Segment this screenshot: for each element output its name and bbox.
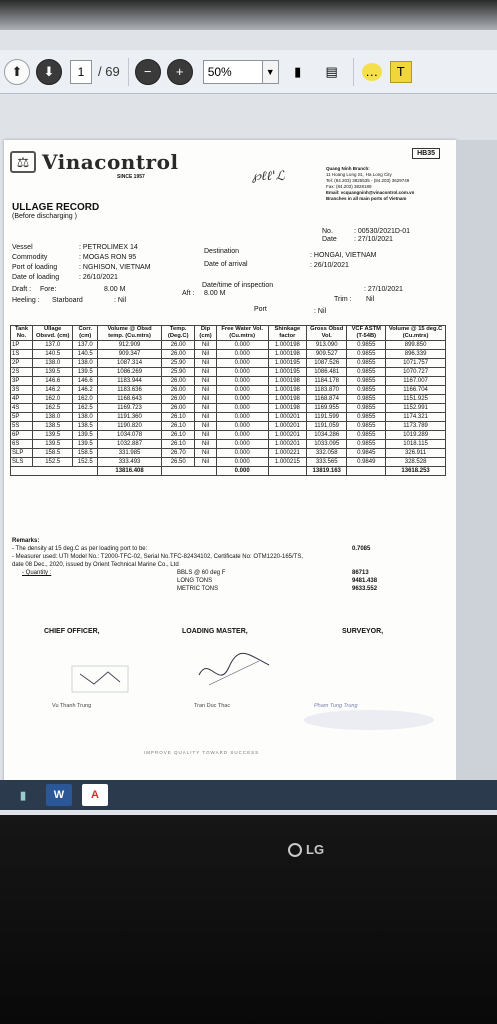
table-cell: 0.9855 xyxy=(347,368,386,377)
vessel-value: : PETROLIMEX 14 xyxy=(79,244,138,251)
table-cell: 140.5 xyxy=(33,350,73,359)
table-cell: 138.0 xyxy=(73,413,98,422)
aft-value: 8.00 M xyxy=(204,290,226,297)
column-header: Free Water Vol. (Cu.mtrs) xyxy=(216,326,268,341)
table-cell: 1168.874 xyxy=(307,395,347,404)
table-cell: 26.00 xyxy=(162,350,195,359)
table-cell: 1183.870 xyxy=(307,386,347,395)
table-cell: 4S xyxy=(11,404,33,413)
heeling-label: Heeling : xyxy=(12,297,40,304)
table-cell: Nil xyxy=(195,449,216,458)
table-cell: 26.10 xyxy=(162,413,195,422)
table-cell: 146.6 xyxy=(33,377,73,386)
table-cell: 1191.360 xyxy=(98,413,162,422)
long-tons-label: LONG TONS xyxy=(177,578,213,584)
table-cell: 1.000215 xyxy=(268,458,306,467)
document-background xyxy=(456,140,497,785)
table-row xyxy=(11,422,446,431)
zoom-out-button[interactable]: − xyxy=(135,59,161,85)
table-cell: Nil xyxy=(195,377,216,386)
arrival-label: Date of arrival xyxy=(204,261,248,268)
table-cell: 162.5 xyxy=(73,404,98,413)
fore-value: 8.00 M xyxy=(104,286,126,293)
page-total: / 69 xyxy=(98,64,120,79)
table-cell: 1.000221 xyxy=(268,449,306,458)
table-cell: 1.000201 xyxy=(268,431,306,440)
branch-line: Branches in all main ports of Vietnam xyxy=(326,196,407,201)
table-cell: 913.090 xyxy=(307,341,347,350)
commodity-value: : MOGAS RON 95 xyxy=(79,254,137,261)
table-cell: 331.985 xyxy=(98,449,162,458)
table-cell: 0.9855 xyxy=(347,440,386,449)
document-subtitle: (Before discharging ) xyxy=(12,213,77,220)
column-header: Volume @ Obsd temp. (Cu.mtrs) xyxy=(98,326,162,341)
table-cell: 0.000 xyxy=(216,458,268,467)
table-cell: 26.10 xyxy=(162,422,195,431)
commodity-label: Commodity xyxy=(12,254,48,261)
table-cell: 909.347 xyxy=(98,350,162,359)
table-cell: 0.000 xyxy=(216,395,268,404)
table-cell: 6S xyxy=(11,440,33,449)
table-cell: 1152.991 xyxy=(386,404,446,413)
chief-officer-name: Vu Thanh Trung xyxy=(52,703,92,709)
table-cell: 0.9855 xyxy=(347,404,386,413)
table-row xyxy=(11,449,446,458)
table-cell: 333.565 xyxy=(307,458,347,467)
total-spacer xyxy=(162,467,217,476)
toolbar-divider xyxy=(128,58,129,86)
port-loading-label: Port of loading xyxy=(12,264,58,271)
table-cell: 0.000 xyxy=(216,377,268,386)
total-gross: 13819.163 xyxy=(307,467,347,476)
table-cell: 0.000 xyxy=(216,350,268,359)
column-header: Shinkage factor xyxy=(268,326,306,341)
loading-master-name: Tran Duc Thac xyxy=(194,703,231,709)
table-cell: 0.000 xyxy=(216,341,268,350)
table-row xyxy=(11,413,446,422)
ullage-table xyxy=(10,325,446,476)
table-cell: 0.000 xyxy=(216,359,268,368)
column-header: Tank No. xyxy=(11,326,33,341)
remarks-line: date 08 Dec., 2020, issued by Orient Technical Marine Co., Ltd xyxy=(12,562,179,568)
table-cell: Nil xyxy=(195,413,216,422)
table-row xyxy=(11,404,446,413)
table-cell: 0.9855 xyxy=(347,359,386,368)
date-loading-value: : 26/10/2021 xyxy=(79,274,118,281)
table-total-row xyxy=(11,467,446,476)
table-cell: 139.5 xyxy=(33,440,73,449)
table-cell: 1191.599 xyxy=(307,413,347,422)
table-cell: 4P xyxy=(11,395,33,404)
port-loading-value: : NGHISON, VIETNAM xyxy=(79,264,151,271)
table-cell: 332.058 xyxy=(307,449,347,458)
table-cell: Nil xyxy=(195,422,216,431)
monitor-bottom-bezel xyxy=(0,815,497,1024)
toolbar-divider xyxy=(353,58,354,86)
table-cell: 138.0 xyxy=(33,413,73,422)
table-cell: 158.5 xyxy=(33,449,73,458)
table-row xyxy=(11,386,446,395)
table-cell: 1174.321 xyxy=(386,413,446,422)
table-cell: 140.5 xyxy=(73,350,98,359)
table-cell: Nil xyxy=(195,386,216,395)
table-cell: 152.5 xyxy=(33,458,73,467)
date-loading-label: Date of loading xyxy=(12,274,60,281)
table-cell: Nil xyxy=(195,368,216,377)
document-title: ULLAGE RECORD xyxy=(12,202,100,213)
metric-tons-label: METRIC TONS xyxy=(177,586,219,592)
table-cell: 1.000201 xyxy=(268,422,306,431)
table-cell: Nil xyxy=(195,431,216,440)
table-cell: 3S xyxy=(11,386,33,395)
table-cell: 0.9855 xyxy=(347,431,386,440)
table-cell: 139.5 xyxy=(33,368,73,377)
date-label: Date xyxy=(322,236,337,243)
table-cell: 3P xyxy=(11,377,33,386)
table-cell: 1191.059 xyxy=(307,422,347,431)
total-spacer xyxy=(11,467,98,476)
table-cell: 1033.095 xyxy=(307,440,347,449)
table-cell: SLS xyxy=(11,458,33,467)
table-cell: 1S xyxy=(11,350,33,359)
company-slogan: IMPROVE QUALITY TOWARD SUCCESS xyxy=(144,750,260,755)
table-cell: 0.000 xyxy=(216,449,268,458)
total-std: 13618.253 xyxy=(386,467,446,476)
branch-address xyxy=(326,166,446,202)
taskbar xyxy=(0,780,497,810)
remarks-block xyxy=(12,537,432,593)
table-cell: 26.00 xyxy=(162,395,195,404)
table-cell: 912.909 xyxy=(98,341,162,350)
table-cell: 1168.643 xyxy=(98,395,162,404)
table-cell: 1173.789 xyxy=(386,422,446,431)
table-cell: 333.493 xyxy=(98,458,162,467)
table-row xyxy=(11,368,446,377)
column-header: Gross Obsd Vol. xyxy=(307,326,347,341)
pdf-toolbar xyxy=(0,50,497,94)
table-cell: 0.000 xyxy=(216,386,268,395)
table-cell: 1019.289 xyxy=(386,431,446,440)
branch-line: 11 Hoang Long St., Ha Long City xyxy=(326,172,392,177)
table-cell: 25.90 xyxy=(162,368,195,377)
bbls-label: BBLS @ 60 deg F xyxy=(177,570,226,576)
fit-width-icon[interactable]: ▤ xyxy=(325,63,338,79)
chief-officer-stamp xyxy=(64,660,144,700)
arrival-value: : 26/10/2021 xyxy=(310,262,349,269)
table-cell: 0.9855 xyxy=(347,395,386,404)
date-value: : 27/10/2021 xyxy=(354,236,393,243)
fore-label: Fore: xyxy=(40,286,57,293)
table-cell: 162.5 xyxy=(33,404,73,413)
table-cell: 1034.286 xyxy=(307,431,347,440)
table-cell: 0.9855 xyxy=(347,386,386,395)
chief-officer-label: CHIEF OFFICER, xyxy=(44,628,100,635)
table-row xyxy=(11,359,446,368)
trim-value: Nil xyxy=(366,296,375,303)
column-header: Dip (cm) xyxy=(195,326,216,341)
table-cell: Nil xyxy=(195,350,216,359)
table-cell: 26.00 xyxy=(162,386,195,395)
table-cell: 146.2 xyxy=(33,386,73,395)
table-cell: 5P xyxy=(11,413,33,422)
table-cell: 138.0 xyxy=(33,359,73,368)
table-cell: 146.2 xyxy=(73,386,98,395)
table-cell: 1183.944 xyxy=(98,377,162,386)
table-cell: 1.000195 xyxy=(268,359,306,368)
zoom-dropdown-icon[interactable]: ▼ xyxy=(263,60,279,84)
table-row xyxy=(11,341,446,350)
table-cell: 2P xyxy=(11,359,33,368)
next-page-button[interactable]: ⬇ xyxy=(36,59,62,85)
table-cell: 6P xyxy=(11,431,33,440)
table-cell: 1151.925 xyxy=(386,395,446,404)
comment-icon[interactable]: … xyxy=(362,63,382,81)
table-cell: 896.339 xyxy=(386,350,446,359)
table-cell: 158.5 xyxy=(73,449,98,458)
remarks-title: Remarks: xyxy=(12,538,40,544)
table-cell: 1.000198 xyxy=(268,341,306,350)
table-row xyxy=(11,395,446,404)
table-cell: 0.000 xyxy=(216,404,268,413)
column-header: Temp. (Deg.C) xyxy=(162,326,195,341)
loading-master-signature xyxy=(189,645,279,695)
table-cell: 26.10 xyxy=(162,431,195,440)
table-cell: 0.000 xyxy=(216,368,268,377)
inspection-label: Date/time of inspection xyxy=(202,282,274,289)
metric-tons-value: 9633.552 xyxy=(352,586,378,592)
table-cell: 26.00 xyxy=(162,404,195,413)
table-cell: Nil xyxy=(195,404,216,413)
total-water: 0.000 xyxy=(216,467,268,476)
inspection-value: : 27/10/2021 xyxy=(364,286,403,293)
total-spacer xyxy=(347,467,386,476)
table-cell: 5S xyxy=(11,422,33,431)
table-row xyxy=(11,440,446,449)
table-cell: 2S xyxy=(11,368,33,377)
table-cell: 137.0 xyxy=(33,341,73,350)
loading-master-label: LOADING MASTER, xyxy=(182,628,248,635)
table-cell: 1P xyxy=(11,341,33,350)
destination-label: Destination xyxy=(204,248,240,255)
starboard-label: Starboard xyxy=(52,297,83,304)
destination-value: : HONGAI, VIETNAM xyxy=(310,252,377,259)
table-cell: 139.5 xyxy=(73,368,98,377)
monitor-brand xyxy=(288,842,324,857)
table-cell: 1183.636 xyxy=(98,386,162,395)
table-cell: 152.5 xyxy=(73,458,98,467)
surveyor-name: Pham Tung Trung xyxy=(314,703,358,709)
table-cell: 0.000 xyxy=(216,431,268,440)
table-cell: 138.0 xyxy=(73,359,98,368)
table-cell: 138.5 xyxy=(33,422,73,431)
table-cell: 138.5 xyxy=(73,422,98,431)
table-cell: 1018.115 xyxy=(386,440,446,449)
table-cell: 1184.178 xyxy=(307,377,347,386)
table-cell: 25.90 xyxy=(162,359,195,368)
logo-since: SINCE 1957 xyxy=(117,174,145,180)
table-cell: Nil xyxy=(195,395,216,404)
draft-label: Draft : xyxy=(12,286,32,293)
table-cell: 137.0 xyxy=(73,341,98,350)
table-cell: 1.000198 xyxy=(268,377,306,386)
long-tons-value: 9481.438 xyxy=(352,578,378,584)
column-header: Ullage Obsvd. (cm) xyxy=(33,326,73,341)
zoom-level-input[interactable]: 50% xyxy=(203,60,263,84)
table-cell: 0.9855 xyxy=(347,350,386,359)
table-row xyxy=(11,350,446,359)
table-cell: 26.50 xyxy=(162,458,195,467)
total-volume: 13816.408 xyxy=(98,467,162,476)
table-cell: 0.000 xyxy=(216,422,268,431)
branch-line: Quang Ninh Branch: xyxy=(326,166,370,171)
column-header: VCF ASTM (T-54B) xyxy=(347,326,386,341)
vinacontrol-logo xyxy=(10,150,179,174)
table-cell: SLP xyxy=(11,449,33,458)
table-cell: 0.9855 xyxy=(347,341,386,350)
total-spacer xyxy=(268,467,306,476)
table-cell: Nil xyxy=(195,440,216,449)
table-row xyxy=(11,431,446,440)
table-cell: 1071.757 xyxy=(386,359,446,368)
table-cell: 899.850 xyxy=(386,341,446,350)
table-cell: 1.000198 xyxy=(268,395,306,404)
table-cell: 0.9845 xyxy=(347,449,386,458)
lg-logo-icon xyxy=(288,843,302,857)
table-cell: 0.9849 xyxy=(347,458,386,467)
remarks-line: - Measurer used: UTI Model No.: T2000-TFC-02, Serial No.TFC-82434102, Certificate No: OTM1220-165/TS, xyxy=(12,554,304,560)
table-cell: 162.0 xyxy=(33,395,73,404)
brand-text: LG xyxy=(306,842,325,857)
ullage-table-body xyxy=(11,341,446,467)
table-header-row xyxy=(11,326,446,341)
branch-line: Email: vcquangninh@vinacontrol.com.vn xyxy=(326,190,415,195)
table-cell: 139.5 xyxy=(73,440,98,449)
table-cell: 26.00 xyxy=(162,341,195,350)
page-number-input[interactable]: 1 xyxy=(70,60,92,84)
remarks-line: - The density at 15 deg.C as per loading port to be: xyxy=(12,546,148,552)
table-cell: 1.000195 xyxy=(268,368,306,377)
table-cell: 0.000 xyxy=(216,440,268,449)
surveyor-stamp xyxy=(304,710,434,730)
density-value: 0.7085 xyxy=(352,546,371,552)
pdf-app-icon[interactable]: A xyxy=(82,784,108,806)
table-cell: 1.000201 xyxy=(268,440,306,449)
trim-label: Trim : xyxy=(334,296,352,303)
aft-label: Aft : xyxy=(182,290,195,297)
table-cell: 326.911 xyxy=(386,449,446,458)
table-cell: 1.000198 xyxy=(268,386,306,395)
table-cell: 1087.314 xyxy=(98,359,162,368)
table-cell: 0.000 xyxy=(216,413,268,422)
table-cell: 328.528 xyxy=(386,458,446,467)
start-icon[interactable]: ▮ xyxy=(19,789,27,802)
table-cell: 146.6 xyxy=(73,377,98,386)
table-cell: 1190.820 xyxy=(98,422,162,431)
table-cell: 26.00 xyxy=(162,377,195,386)
table-row xyxy=(11,377,446,386)
table-cell: Nil xyxy=(195,458,216,467)
branch-line: Tel: (84.203) 3825535 - (84.203) 3629749 xyxy=(326,178,410,183)
table-cell: 162.0 xyxy=(73,395,98,404)
table-cell: 1167.007 xyxy=(386,377,446,386)
handwritten-note: ℘ℓℓ'ℒ xyxy=(252,169,285,184)
scales-icon: ⚖ xyxy=(10,151,36,173)
vessel-label: Vessel xyxy=(12,244,33,251)
pdf-page xyxy=(4,140,456,785)
table-cell: 1086.269 xyxy=(98,368,162,377)
no-value: : 00530/2021D-01 xyxy=(354,228,411,235)
table-cell: 1169.955 xyxy=(307,404,347,413)
branch-line: Fax: (84.203) 3828189 xyxy=(326,184,372,189)
table-cell: 139.5 xyxy=(73,431,98,440)
no-label: No. xyxy=(322,228,333,235)
starboard-value: : Nil xyxy=(114,297,127,304)
table-cell: 1.000201 xyxy=(268,413,306,422)
report-id: HB35 xyxy=(412,148,440,159)
fit-page-icon[interactable]: ▮ xyxy=(294,63,302,79)
table-cell: 1032.887 xyxy=(98,440,162,449)
table-cell: 1.000198 xyxy=(268,404,306,413)
quantity-label: - Quantity : xyxy=(22,570,52,576)
table-cell: 0.9855 xyxy=(347,377,386,386)
table-cell: 26.10 xyxy=(162,440,195,449)
prev-page-button[interactable]: ⬆ xyxy=(4,59,30,85)
zoom-in-button[interactable]: + xyxy=(167,59,193,85)
table-cell: Nil xyxy=(195,359,216,368)
table-cell: 1169.723 xyxy=(98,404,162,413)
table-cell: 0.9855 xyxy=(347,422,386,431)
table-cell: 1070.727 xyxy=(386,368,446,377)
word-app-icon[interactable]: W xyxy=(46,784,72,806)
highlight-text-icon[interactable]: T xyxy=(390,61,412,83)
table-row xyxy=(11,458,446,467)
port-label: Port xyxy=(254,306,267,313)
table-cell: 1.000198 xyxy=(268,350,306,359)
bbls-value: 86713 xyxy=(352,570,369,576)
table-cell: 1086.481 xyxy=(307,368,347,377)
table-cell: Nil xyxy=(195,341,216,350)
table-cell: 1034.078 xyxy=(98,431,162,440)
table-cell: 1087.526 xyxy=(307,359,347,368)
logo-text: Vinacontrol xyxy=(42,150,179,174)
table-cell: 1166.704 xyxy=(386,386,446,395)
column-header: Corr. (cm) xyxy=(73,326,98,341)
table-cell: 0.9855 xyxy=(347,413,386,422)
table-cell: 139.5 xyxy=(33,431,73,440)
table-cell: 909.527 xyxy=(307,350,347,359)
table-cell: 26.70 xyxy=(162,449,195,458)
column-header: Volume @ 15 deg.C (Cu.mtrs) xyxy=(386,326,446,341)
surveyor-label: SURVEYOR, xyxy=(342,628,384,635)
port-value: : Nil xyxy=(314,308,327,315)
